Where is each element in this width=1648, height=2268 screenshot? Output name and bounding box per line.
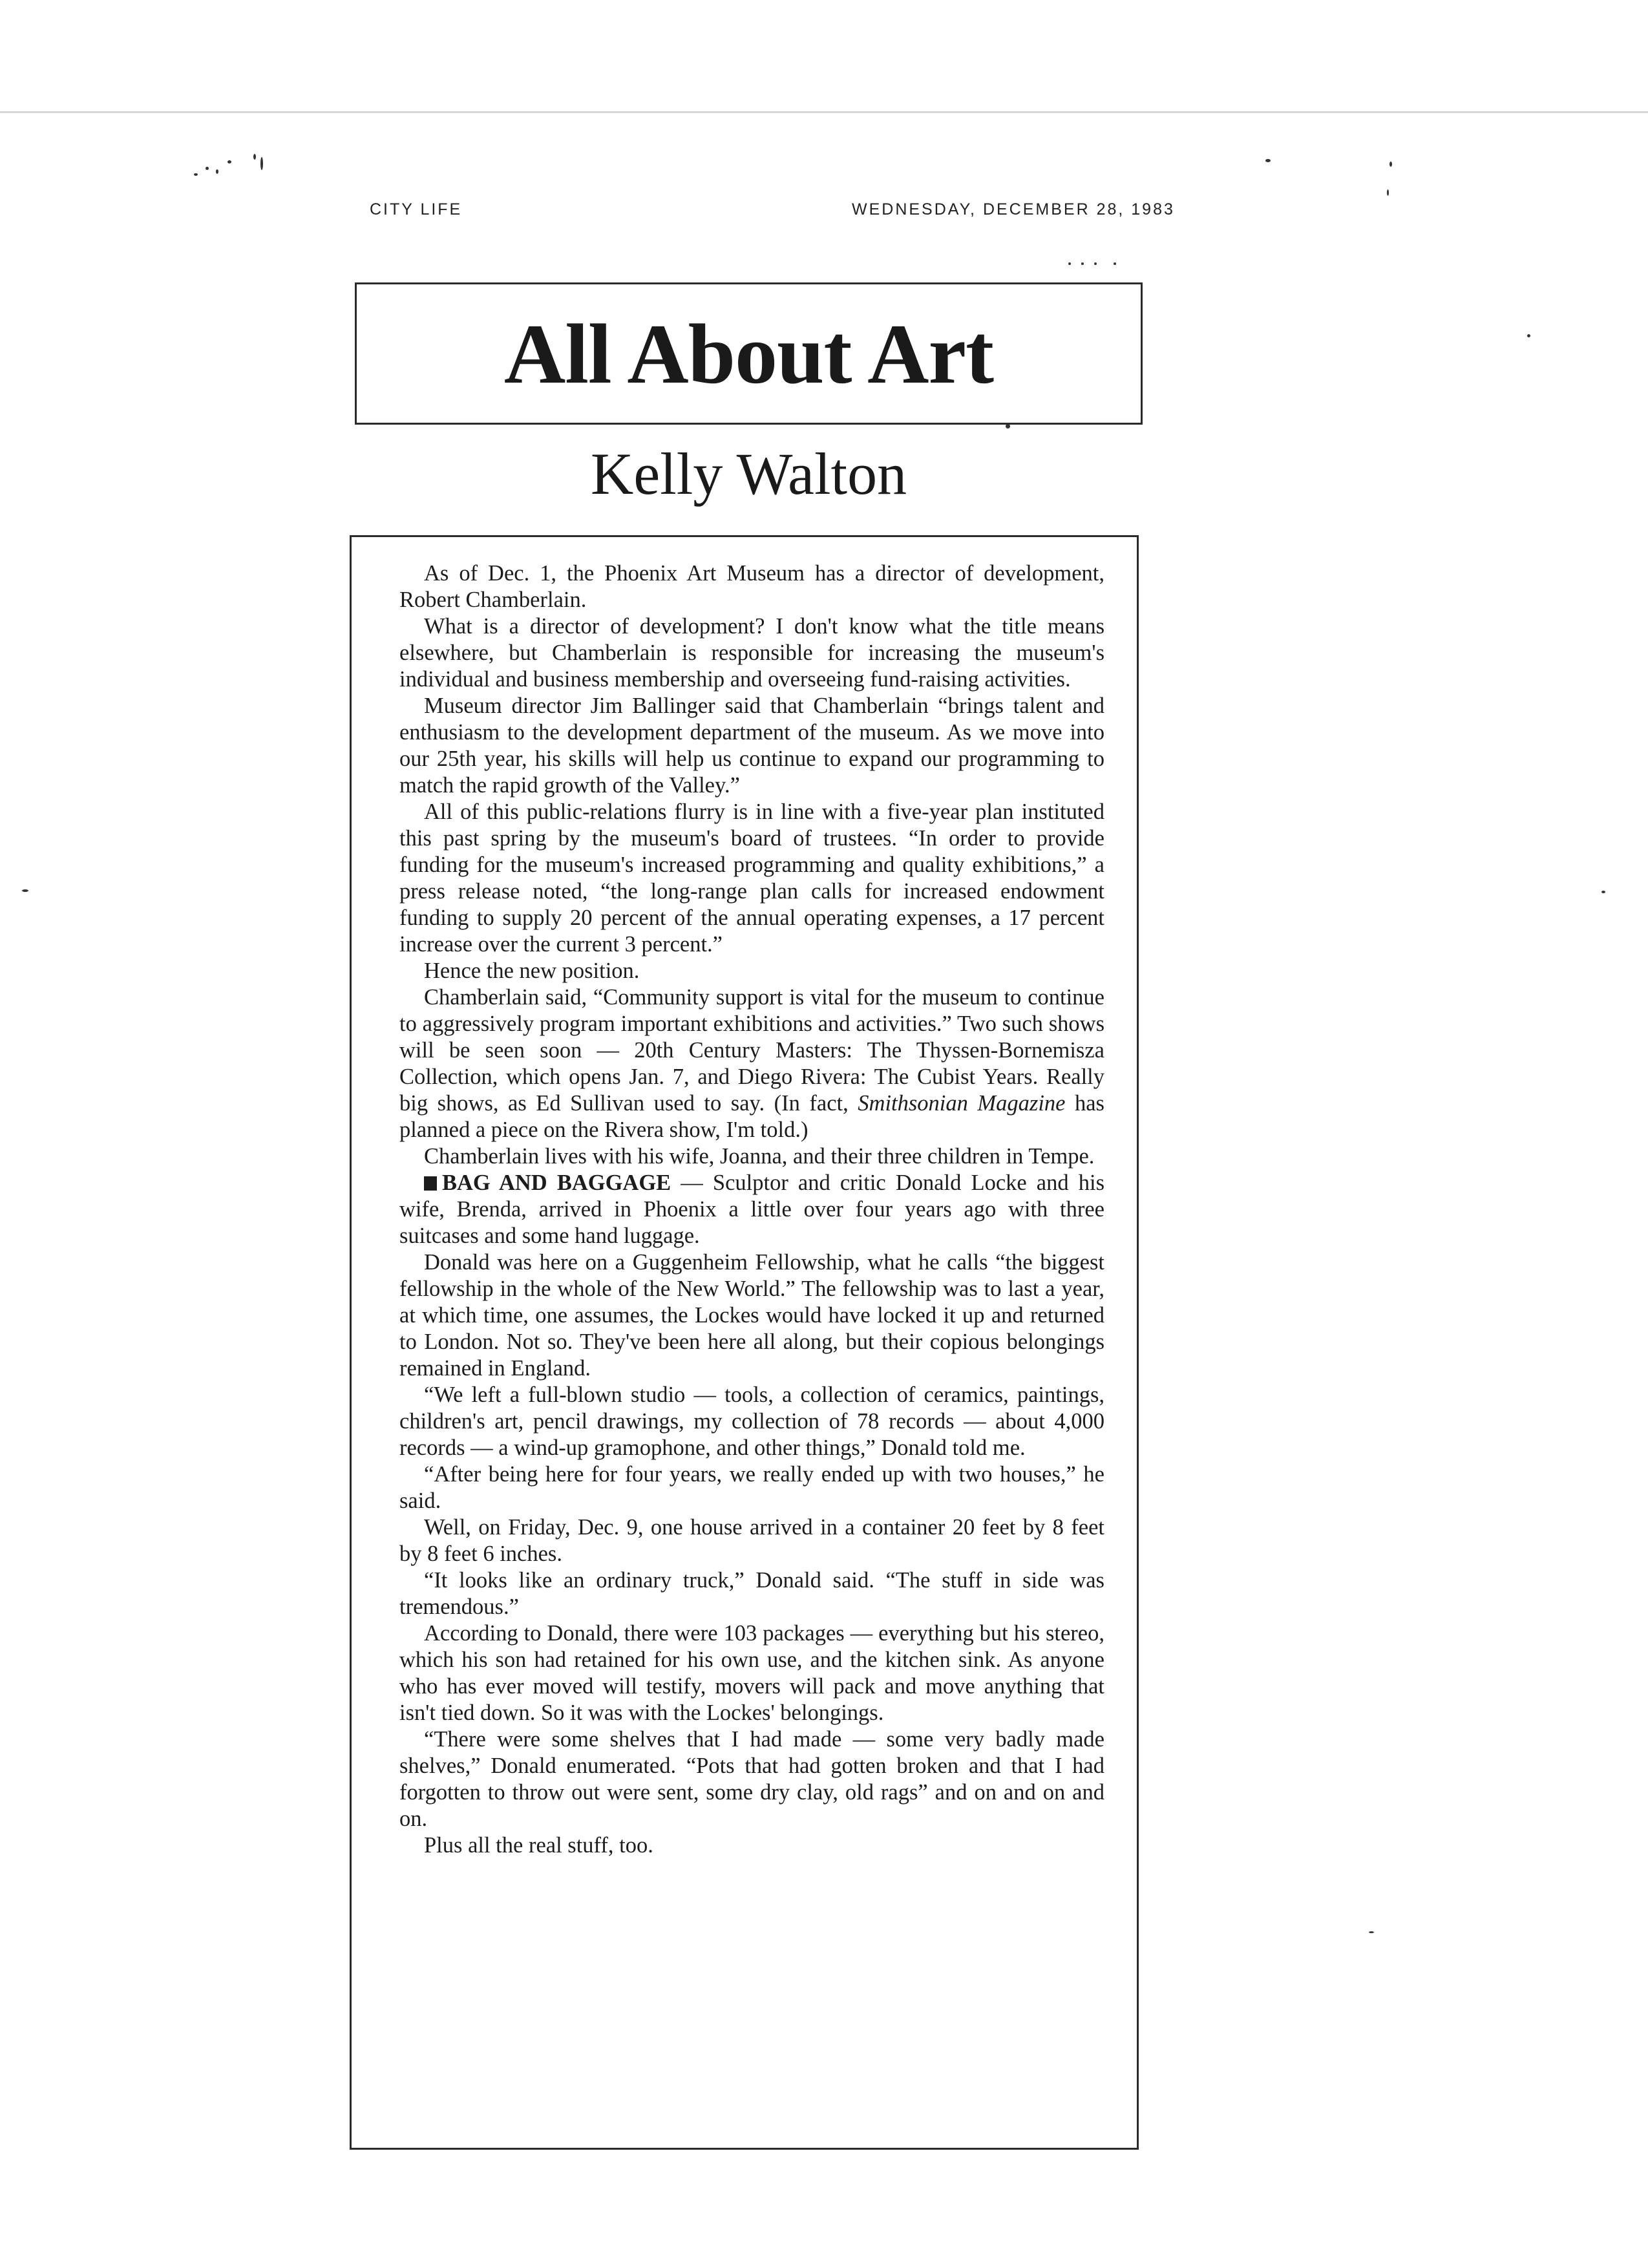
scan-speck: [206, 167, 209, 170]
scan-speck: [1527, 334, 1530, 337]
paragraph: According to Donald, there were 103 packages — everything but his stereo, which his son had retained for his own use, and the kitchen sink. As anyone who has ever moved will testify, movers will pack and move anything that isn't tied down. So it was with the Lockes' belongings.: [399, 1621, 1104, 1725]
section-subhead: BAG AND BAGGAGE: [442, 1171, 671, 1195]
article-body: [350, 535, 1139, 2150]
paragraph: [399, 984, 1104, 1143]
scan-speck: [227, 160, 231, 164]
square-bullet-icon: [424, 1176, 437, 1191]
paragraph-text: has planned a piece on the Rivera show, I'm told.): [399, 1091, 1104, 1142]
scan-speck: [1389, 162, 1392, 167]
paragraph: Plus all the real stuff, too.: [424, 1833, 653, 1858]
paragraph: All of this public-relations flurry is in line with a five-year plan instituted this past spring by the museum's board of trustees. “In order to provide funding for the museum's increased programming and quality exhibitions,” a press release noted, “the long-range plan calls for increased endowment funding to supply 20 percent of the annual operating expenses, a 17 percent increase over the current 3 percent.”: [399, 800, 1104, 957]
paragraph: “After being here for four years, we really ended up with two houses,” he said.: [399, 1462, 1104, 1513]
paragraph-text: Chamberlain said, “Community support is vital for the museum to continue to aggressively program important exhibitions and activities.” Two such shows will be seen soon — 20th Century Masters: The Thyssen-Bornemisza Collection, which opens Jan. 7, and Diego Rivera: The Cubist Years. Really big shows, as Ed Sullivan used to say. (In fact,: [399, 985, 1104, 1116]
paragraph: As of Dec. 1, the Phoenix Art Museum has a director of development, Robert Chamberlain.: [399, 561, 1104, 612]
paragraph: “There were some shelves that I had made — some very badly made shelves,” Donald enumerated. “Pots that had gotten broken and that I had forgotten to throw out were sent, some dry clay, old rags” and on and on and on.: [399, 1727, 1104, 1831]
scan-speck: [1369, 1931, 1374, 1933]
paragraph: Chamberlain lives with his wife, Joanna, and their three children in Tempe.: [424, 1144, 1095, 1169]
scan-speck: [1387, 189, 1389, 196]
paragraph-text: — Sculptor and critic Donald Locke and his wife, Brenda, arrived in Phoenix a little over four years ago with three suitcases and some hand luggage.: [399, 1171, 1104, 1248]
scan-speck: [1114, 262, 1116, 265]
scan-speck: [22, 889, 28, 892]
paragraph: Museum director Jim Ballinger said that Chamberlain “brings talent and enthusiasm to the development department of the museum. As we move into our 25th year, his skills will help us continue to expand our programming to match the rapid growth of the Valley.”: [399, 694, 1104, 798]
page-top-rule: [0, 111, 1648, 113]
author-byline: Kelly Walton: [590, 441, 907, 507]
column-title: All About Art: [503, 306, 994, 401]
paragraph: “We left a full-blown studio — tools, a collection of ceramics, paintings, children's art, pencil drawings, my collection of 78 records — about 4,000 records — a wind-up gramophone, and other things,” Donald told me.: [399, 1383, 1104, 1460]
paragraph: [399, 1170, 1104, 1249]
scan-speck: [1068, 262, 1071, 265]
paragraph: Donald was here on a Guggenheim Fellowship, what he calls “the biggest fellowship in the whole of the New World.” The fellowship was to last a year, at which time, one assumes, the Lockes would have locked it up and returned to London. Not so. They've been here all along, but their copious belongings remained in England.: [399, 1250, 1104, 1381]
scan-speck: [194, 173, 198, 176]
paragraph: “It looks like an ordinary truck,” Donald said. “The stuff in side was tremendous.”: [399, 1568, 1104, 1619]
scan-speck: [1601, 891, 1605, 893]
scan-speck: [1006, 424, 1010, 429]
publication-date: WEDNESDAY, DECEMBER 28, 1983: [852, 200, 1175, 218]
paragraph: Hence the new position.: [424, 959, 640, 983]
paragraph: Well, on Friday, Dec. 9, one house arrived in a container 20 feet by 8 feet by 8 feet 6 inches.: [399, 1515, 1104, 1566]
paragraph: What is a director of development? I don't know what the title means elsewhere, but Chamberlain is responsible for increasing the museum's individual and business membership and overseeing fund-raising activities.: [399, 614, 1104, 692]
scan-speck: [260, 157, 263, 170]
scan-speck: [216, 169, 218, 174]
column-title-box: [355, 282, 1143, 425]
scan-speck: [1081, 262, 1084, 265]
section-name: CITY LIFE: [370, 200, 463, 218]
scan-speck: [1265, 159, 1271, 162]
magazine-title: Smithsonian Magazine: [858, 1091, 1066, 1116]
scan-speck: [253, 154, 256, 160]
scan-speck: [1094, 262, 1097, 265]
